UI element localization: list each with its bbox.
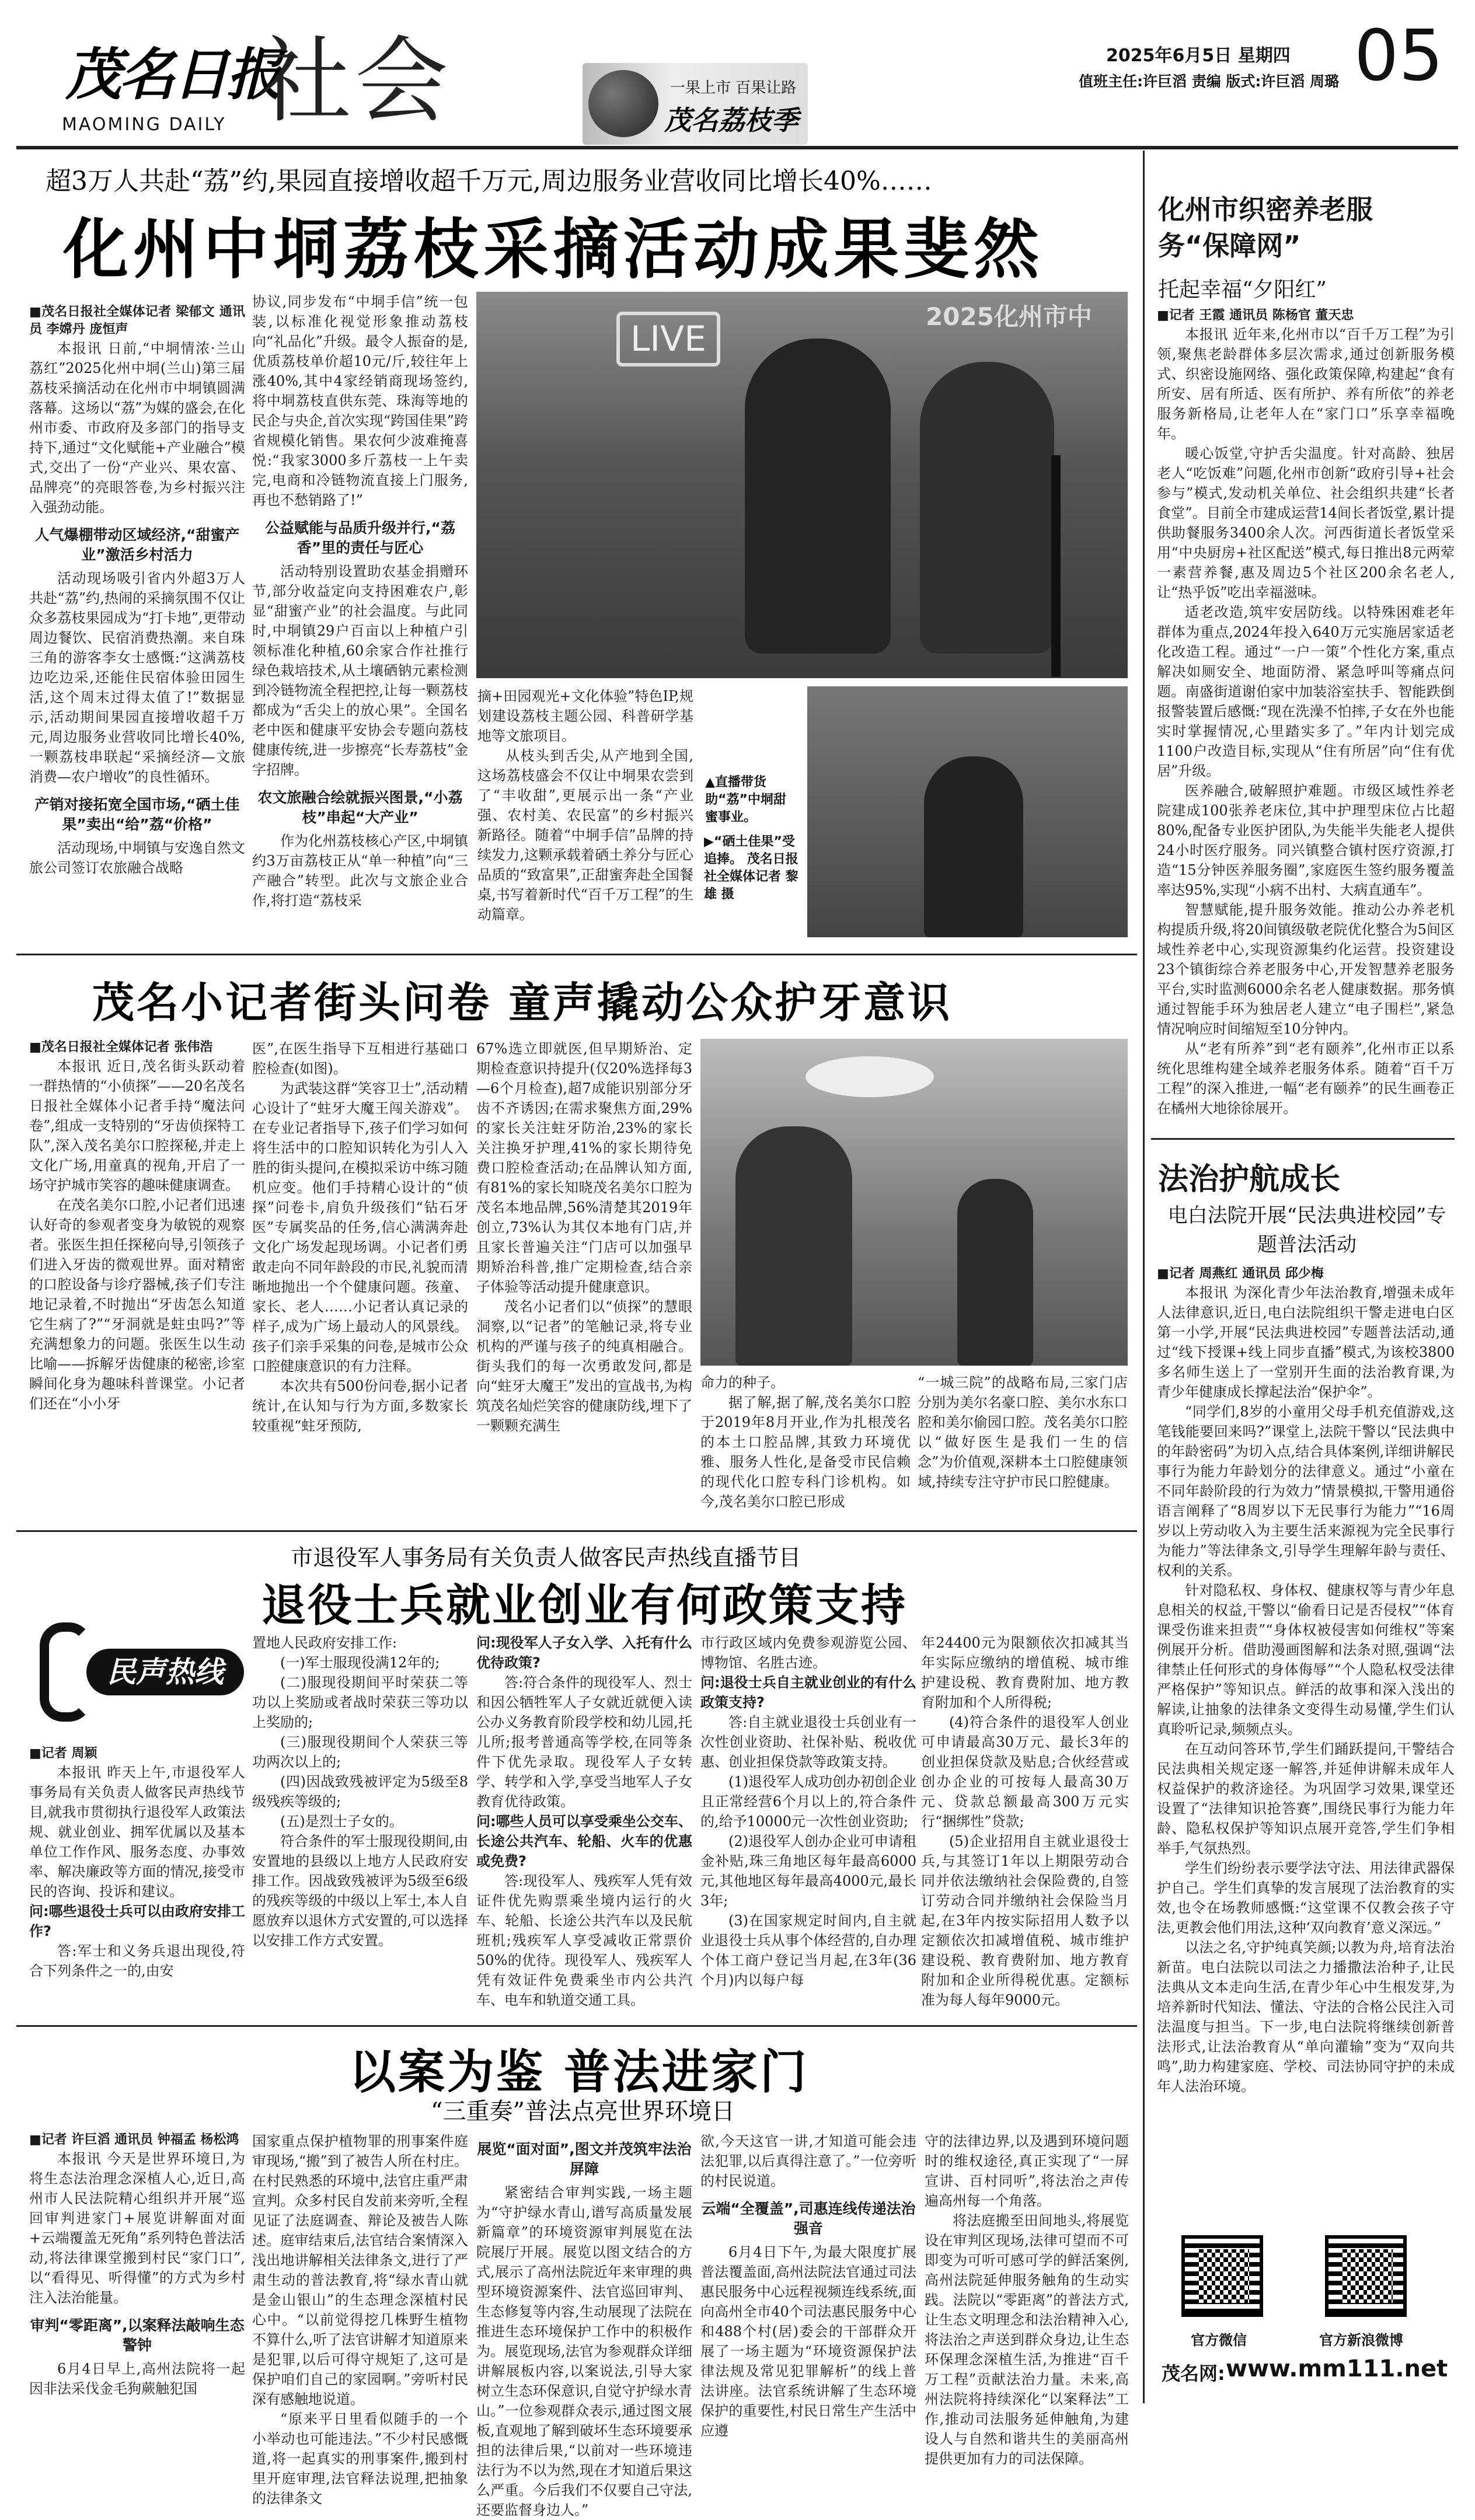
a4-title: 以案为鉴 普法进家门 xyxy=(349,2044,809,2099)
harvest-photo xyxy=(807,686,1128,937)
a2-title: 茂名小记者街头问卷 童声撬动公众护牙意识 xyxy=(92,978,953,1027)
a3-column-4: 市行政区域内免费参观游览公园、博物馆、名胜古迹。 问:退役士兵自主就业创业的有什么政策支持? 答:自主就业退役士兵创业有一次性创业资助、社保补贴、税收优惠、创业担保贷款等政策支持。 (1)退役军人成功创办初创企业且正常经营6个月以上的,符合条件的,给予10000元一次性创业资助; (2)退役军人创办企业可申请租金补贴,珠三角地区每年最高6000元,其他地区每年最高4000元,最长3年; (3)在国家规定时间内,自主就业退役士兵从事个体经营的,自办理个体工商户登记当月起,在3年(36个月)内以每户每 xyxy=(700,1635,916,1988)
divider-3 xyxy=(16,2025,1137,2027)
a2-column-1: ■茂名日报社全媒体记者 张伟浩 本报讯 近日,茂名街头跃动着一群热情的“小侦探”——20名茂名日报社全媒体小记者手持“魔法问卷”,组成一支特别的“牙齿侦探特工队”,深入茂名美尔口腔探秘,并走上文化广场,用童真的视角,开启了一场守护城市笑容的趣味健康调查。 在茂名美尔口腔,小记者们迅速认好奇的参观者变身为敏锐的观察者。张医生担任探秘向导,引领孩子们进入牙齿的微观世界。面对精密的口腔设备与诊疗器械,孩子们专注地记录着,不时抛出“牙齿怎么知道它生病了?”“牙洞就是蛀虫吗?”等充满想象力的问题。张医生以生动比喻——拆解牙齿健康的秘密,诊室瞬间化身为趣味科普课堂。小记者们还在“小小牙 xyxy=(29,1040,245,1412)
child-silhouette xyxy=(957,1179,1033,1366)
hotline-logo xyxy=(40,1617,250,1727)
divider-2 xyxy=(16,1530,1137,1532)
a3-column-3: 问:现役军人子女入学、入托有什么优待政策? 答:符合条件的现役军人、烈士和因公牺牲军人子女就近就便入读公办义务教育阶段学校和幼儿园,托儿所;报考普通高等学校,在同等条件下优先录取。现役军人子女转学、转学和入学,享受当地军人子女教育优待政策。 问:哪些人员可以享受乘坐公交车、长途公共汽车、轮船、火车的优惠或免费? 答:现役军人、残疾军人凭有效证件优先购票乘坐境内运行的火车、轮船、长途公共汽车以及民航班机;残疾军人享受减收正常票价50%的优待。现役军人、残疾军人凭有效证件免费乘坐市内公共汽车、电车和轨道交通工具。 xyxy=(476,1635,692,2008)
a1-column-1: ■茂名日报社全媒体记者 梁郁文 通讯员 李嫦丹 庞恒声 本报讯 日前,“中垌情浓·兰山荔红”2025化州中垌(兰山)第三届荔枝采摘活动在化州市中垌镇圆满落幕。这场以“荔”为媒的盛会,在化州市委、市政府及多部门的指导支持下,通过“文化赋能+产业融合”模式,交出了一份“产业兴、果农富、品牌亮”的亮眼答卷,为乡村振兴注入强劲动能。 人气爆棚带动区域经济,“甜蜜产业”激活乡村活力 活动现场吸引省内外超3万人共赴“荔”约,热闹的采摘氛围不仅让众多荔枝果园成为“打卡地”,更带动周边餐饮、民宿消费热潮。来自珠三角的游客李女士感慨:“这满荔枝边吃边采,还能住民宿体验田园生活,这个周末过得太值了!”数据显示,活动期间果园直接增收超千万元,周边服务业营收同比增长40%,一颗荔枝串联起“采摘经济—文旅消费—农户增收”的良性循环。 产销对接拓宽全国市场,“硒土佳果”卖出“给”荔“价格” 活动现场,中垌镇与安逸自然文旅公司签订农旅融合战略 xyxy=(29,305,245,876)
article-environment-law xyxy=(16,2029,1137,2518)
dental-clinic-photo xyxy=(700,1039,1128,1366)
site-label: 茂名网: xyxy=(1162,2362,1225,2385)
ceiling-light xyxy=(806,1056,934,1097)
wechat-label: 官方微信 xyxy=(1191,2332,1247,2348)
a3-column-1: ■记者 周颖 本报讯 昨天上午,市退役军人事务局有关负责人做客民声热线节目,就我市贯彻执行退役军人政策法规、就业创业、拥军优属以及基本单位工作作风、服务态度、办事效率、解决廉政等方面的情况,接受市民的咨询、投诉和建议。 问:哪些退役士兵可以由政府安排工作? 答:军士和义务兵退出现役,符合下列条件之一的,由安 xyxy=(29,1746,245,1979)
event-banner-text: 2025化州市中 xyxy=(926,302,1092,331)
a3-column-2: 置地人民政府安排工作: (一)军士服现役满12年的; (二)服现役期间平时荣获二等功以上奖励或者战时荣获三等功以上奖励的; (三)服现役期间个人荣获三等功两次以上的; (四)因战致残被评定为5级至8级残疾等级的; (五)是烈士子女的。 符合条件的军士服现役期间,由安置地的县级以上地方人民政府安排工作。因战致残被评为5级至6级的残疾等级的中级以上军士,本人自愿放弃以退休方式安置的,可以选择以安排工作方式安置。 xyxy=(252,1635,468,1949)
article-veterans xyxy=(16,1535,1137,2019)
a3-column-5: 年24400元为限额依次扣减其当年实际应缴纳的增值税、城市维护建设税、教育费附加、地方教育附加和个人所得税; (4)符合条件的退役军人创业可申请最高30万元、最长3年的创业担保贷款及贴息;合伙经营或创办企业的可按每人最高30万元、贷款总额最高300万元实行“捆绑性”贷款; (5)企业招用自主就业退役士兵,与其签订1年以上期限劳动合同并依法缴纳社会保险费的,自签订劳动合同并缴纳社会保险当月起,在3年内按实际招用人数予以定额依次扣减增值税、城市维护建设税、教育费附加、地方教育附加和企业所得税优惠。定额标准为每人每年9000元。 xyxy=(921,1635,1129,2008)
a1-column-2: 协议,同步发布“中垌手信”统一包装,以标准化视觉形象推动荔枝向“礼品化”升级。最令人振奋的是,优质荔枝单价超10元/斤,较往年上涨40%,其中4家经销商现场签约,将中垌荔枝直供东莞、珠海等地的民企与央企,首次实现“跨国佳果”跨省规模化销售。果农何少波难掩喜悦:“我家3000多斤荔枝一上午卖完,电商和冷链物流直接上门服务,再也不愁销路了!” 公益赋能与品质升级并行,“荔香”里的责任与匠心 活动特别设置助农基金捐赠环节,部分收益定向支持困难农户,彰显“甜蜜产业”的社会温度。与此同时,中垌镇29户百亩以上种植户引领标准化种植,60余家合作社推行绿色栽培技术,从土壤硒钠元素检测到冷链物流全程把控,让每一颗荔枝都成为“舌尖上的放心果”。全国名老中医和健康平安协会专题向荔枝健康传统,进一步擦亮“长寿荔枝”金字招牌。 农文旅融合绘就振兴图景,“小荔枝”串起“大产业” 作为化州荔枝核心产区,中垌镇约3万亩荔枝正从“单一种植”向“三产融合”转型。此次与文旅企业合作,将打造“荔枝采 xyxy=(252,294,468,909)
a2-column-2: 医”,在医生指导下互相进行基础口腔检查(如图)。 为武装这群“笑容卫士”,活动精心设计了“蛀牙大魔王闯关游戏”。在专业记者指导下,孩子们学习如何将生活中的口腔知识转化为引人入胜的街头提问,在模拟采访中练习随机应变。他们手持精心设计的“侦探”问卷卡,肩负升级孩们“钻石牙医”专属奖品的任务,信心满满奔赴文化广场发起现场调。小记者们勇敢走向不同年龄段的市民,礼貌而清晰地抛出一个个健康问题。孩童、家长、老人……小记者认真记录的样子,成为广场上最动人的风景线。孩子们亲手采集的问卷,是城市公众口腔健康意识的有力注释。 本次共有500份问卷,据小记者统计,在认知与行为方面,多数家长较重视“蛀牙预防, xyxy=(252,1041,468,1434)
banner-small: 一果上市 百果让路 xyxy=(670,79,797,97)
phone-icon xyxy=(40,1622,92,1722)
a2-column-5: “一城三院”的战略布局,三家门店分别为美尔名豪口腔、美尔水东口腔和美尔偷园口腔。茂名美尔口腔以“做好医生是我们一生的信念”为价值观,深耕本土口腔健康领域,持续专注守护市民口腔健康。 xyxy=(918,1374,1128,1490)
phone-tripod xyxy=(1051,455,1061,677)
a4-column-1: ■记者 许巨滔 通讯员 钟福孟 杨松鸿 本报讯 今天是世界环境日,为将生态法治理念深植人心,近日,高州市人民法院精心组织并开展“巡回审判进家门+展览讲解面对面+云端覆盖无死角”系列特色普法活动,将法律课堂搬到村民“家门口”,以“看得见、听得懂”的方式为乡村注入法治能量。 审判“零距离”,以案释法敲响生态警钟 6月4日早上,高州法院将一起因非法采伐金毛狗蕨触犯国 xyxy=(29,2132,245,2397)
livestream-photo xyxy=(476,292,1128,678)
a4-subtitle: “三重奏”普法点亮世界环境日 xyxy=(431,2098,735,2125)
sidebar-law xyxy=(1151,1143,1460,2316)
divider-1 xyxy=(16,954,1137,955)
host-right-silhouette xyxy=(920,362,1054,654)
masthead xyxy=(0,0,1475,146)
sidebar-eldercare xyxy=(1151,151,1460,1143)
a1-title: 化州中垌荔枝采摘活动成果斐然 xyxy=(63,211,1044,288)
article-lychee xyxy=(16,151,1137,938)
section-title: 社会 xyxy=(258,26,452,135)
side2-subtitle: 电白法院开展“民法典进校园”专题普法活动 xyxy=(1167,1204,1446,1256)
side1-title: 化州市织密养老服务“保障网” xyxy=(1158,194,1373,261)
banner-big: 茂名荔枝季 xyxy=(664,104,798,136)
a3-kicker: 市退役军人事务局有关负责人做客民声热线直播节目 xyxy=(291,1545,801,1570)
host-left-silhouette xyxy=(745,338,891,654)
site-url[interactable]: www.mm111.net xyxy=(1226,2355,1448,2382)
newspaper-logo: 茂名日报 xyxy=(65,42,280,107)
weibo-qr-code[interactable] xyxy=(1325,2235,1407,2317)
date-line: 2025年6月5日 星期四 xyxy=(1106,46,1291,66)
a4-column-3: 展览“面对面”,图文并茂筑牢法治屏障 紧密结合审判实践,一场主题为“守护绿水青山,谱写高质量发展新篇章”的环境资源审判展览在法院展厅开展。展览以图文结合的方式,展示了高州法院近年来审理的典型环境资源案件、法官巡回审判、生态修复等内容,生动展现了法院在推进生态环境保护工作中的积极作为。展览现场,法官为参观群众详细讲解展板内容,以案说法,引导大家树立生态环保意识,自觉守护绿水青山。”一位参观群众表示,通过图文展板,直观地了解到破坏生态环境要承担的法律后果,“以前对一些环境违法行为不以为然,现在才知道后果这么严重。今后我们不仅要自己守法,还要监督身边人。” xyxy=(476,2141,692,2518)
a4-column-5: 守的法律边界,以及遇到环境问题时的维权途径,真正实现了“一屏宣讲、百村同听”,将法治之声传遍高州每一个角落。 将法庭搬至田间地头,将展览设在审判区现场,法律可望而不可即变为可听可感可学的鲜活案例,高州法院延伸服务触角的生动实践。法院以“零距离”的普法方式,让生态文明理念和法治精神入心,将法治之声送到群众身边,让生态环保理念深植生活,为推进“百千万工程”贡献法治力量。未来,高州法院将持续深化“以案释法”工作,推动司法服务延伸触角,为建设人与自然和谐共生的美丽高州提供更加有力的司法保障。 xyxy=(925,2133,1129,2467)
article-kids-teeth xyxy=(16,957,1137,1510)
a3-title: 退役士兵就业创业有何政策支持 xyxy=(261,1579,907,1631)
footer-qr-area xyxy=(1162,2235,1453,2399)
photo2-caption: ▶“硒土佳果”受追捧。 茂名日报社全媒体记者 黎雄 摄 xyxy=(704,835,798,902)
sidebar-divider xyxy=(1143,151,1145,2403)
a1-kicker: 超3万人共赴“荔”约,果园直接增收超千万元,周边服务业营收同比增长40%…… xyxy=(46,166,932,196)
side1-body: ■记者 王霞 通讯员 陈杨官 董天忠 本报讯 近年来,化州市以“百千万工程”为引领,聚焦老龄群体多层次需求,通过创新服务模式、织密设施网络、强化政策保障,构建起“食有所安、居有所适、医有所护、养有所依”的养老服务新格局,让老年人在“家门口”乐享幸福晚年。 暖心饭堂,守护舌尖温度。针对高龄、独居老人“吃饭难”问题,化州市创新“政府引导+社会参与”模式,发动机关单位、社会组织共建“长者食堂”。目前全市建成运营14间长者饭堂,累计提供助餐服务3400余人次。河西街道长者饭堂采用“中央厨房+社区配送”模式,每日推出8元两荤一素营养餐,惠及周边5个社区200余名老人,让“热乎饭”吃出幸福滋味。 适老改造,筑牢安居防线。以特殊困难老年群体为重点,2024年投入640万元实施居家适老化改造工程。通过“一户一策”个性化方案,重点解决如厕安全、地面防滑、紧急呼叫等痛点问题。南盛街道谢伯家中加装浴室扶手、智能跌倒报警装置后感慨:“现在洗澡不怕摔,子女在外也能实时掌握情况,心里踏实多了。”年内计划完成1100户改造目标,实现从“住有所居”向“住有优居”升级。 医养融合,破解照护难题。市级区域性养老院建成100张养老床位,其中护理型床位占比超80%,配备专业医护团队,为失能半失能老人提供24小时医疗服务。同兴镇整合镇村医疗资源,打造“15分钟医养服务圈”,家庭医生签约服务覆盖率达95%,实现“小病不出村、大病直通车”。 智慧赋能,提升服务效能。推动公办养老机构提质升级,将20间镇级敬老院优化整合为5间区域性养老中心,实现资源集约化运营。投资建设23个镇街综合养老服务中心,开发智慧养老服务平台,实时监测6000余名老人健康数据。那务慎通过智能手环为独居老人建立“电子围栏”,紧急情况响应时间缩短至10分钟内。 从“老有所养”到“老有颐养”,化州市正以系统化思维构建全域养老服务体系。随着“百千万工程”的深入推进,一幅“老有颐养”的民生画卷正在橘州大地徐徐展开。 xyxy=(1157,308,1455,1116)
sidebar-rule xyxy=(1151,1138,1455,1140)
a2-column-3: 67%选立即就医,但早期矫治、定期检查意识持提升(仅20%选择每3—6个月检查),超7成能识别部分牙齿不齐诱因;在需求聚焦方面,29%的家长关注蛀牙防治,23%的家长关注换牙护理,41%的家长期待免费口腔检查活动;在品牌认知方面,有81%的家长知晓茂名美尔口腔为茂名本地品牌,56%清楚其2019年创立,73%认为其仅本地有门店,并且家长普遍关注“门店可以加强早期矫治科普,推广定期检查,结合亲子体验等活动提升健康意识。 茂名小记者们以“侦探”的慧眼洞察,以“记者”的笔触记录,将专业机构的严谨与孩子的纯真相融合。街头我们的每一次勇敢发问,都是向“蛀牙大魔王”发出的宣战书,为构筑茂名灿烂笑容的健康防线,埋下了一颗颗充满生 xyxy=(476,1041,692,1434)
editor-line: 值班主任:许巨滔 责编 版式:许巨滔 周璐 xyxy=(1079,73,1340,90)
a2-column-4: 命力的种子。 据了解,据了解,茂名美尔口腔于2019年8月开业,作为扎根茂名的本土口腔品牌,其致力环境优雅、服务人性化,是备受市民信赖的现代化口腔专科门诊机构。如今,茂名美尔口腔已形成 xyxy=(700,1374,911,1510)
photo1-caption: ▲直播带货助“荔”中垌甜蜜事业。 xyxy=(705,775,786,825)
dentist-silhouette xyxy=(735,1126,852,1366)
lychee-banner xyxy=(583,63,808,145)
a1-column-3: 摘+田园观光+文化体验”特色IP,规划建设荔枝主题公园、科普研学基地等文旅项目。 从枝头到舌尖,从产地到全国,这场荔枝盛会不仅让中垌果农尝到了“丰收甜”,更展示出一条“产业强、农村美、农民富”的乡村振兴新路径。随着“中垌手信”品牌的持续发力,这颗承载着硒土养分与匠心品质的“致富果”,正甜蜜奔赴全国餐桌,书写着新时代“百千万工程”的生动篇章。 xyxy=(477,688,693,923)
side1-subtitle: 托起幸福“夕阳红” xyxy=(1158,278,1327,302)
side2-body: ■记者 周燕红 通讯员 邱少梅 本报讯 为深化青少年法治教育,增强未成年人法律意识,近日,电白法院组织干警走进电白区第一小学,开展“民法典进校园”专题普法活动,通过“线下授课+线上同步直播”模式,为该校3800多名师生送上了一堂别开生面的法治教育课,为青少年健康成长撑起法治“保护伞”。 “同学们,8岁的小童用父母手机充值游戏,这笔钱能要回来吗?”课堂上,法院干警以“民法典中的年龄密码”为切入点,结合具体案例,详细讲解民事行为能力年龄划分的法律意义。通过“小童在不同年龄阶段的行为效力”情景模拟,干警用通俗语言阐释了“8周岁以下无民事行为能力”“16周岁以上劳动收入为主要生活来源视为完全民事行为能力”等法律条文,引导学生理解年龄与责任、权利的关系。 针对隐私权、身体权、健康权等与青少年息息相关的权益,干警以“偷看日记是否侵权”“体育课受伤谁来担责”“身体权被侵害如何维权”等案例展开分析。借助漫画图解和法条对照,强调“法律禁止任何形式的身体侮辱”“个人隐私权受法律严格保护”等知识点。鲜活的故事和深入浅出的解读,让抽象的法律条文变得生动易懂,学生们认真聆听记录,频频点头。 在互动问答环节,学生们踊跃提问,干警结合民法典相关规定逐一解答,并延伸讲解未成年人权益保护的救济途径。为巩固学习效果,课堂还设置了“法律知识抢答赛”,围绕民事行为能力年龄、隐私权保护等知识点展开竞答,学生们争相举手,气氛热烈。 学生们纷纷表示要学法守法、用法律武器保护自己。学生们真挚的发言展现了法治教育的实效,也令在场教师感慨:“这堂课不仅教会孩子守法,更教会他们用法,这种‘双向教育’意义深远。” 以法之名,守护纯真笑颜;以教为舟,培育法治新苗。电白法院以司法之力播撒法治种子,让民法典从文本走向生活,在青少年心中生根发芽,为培养新时代知法、懂法、守法的合格公民注入司法温度与担当。下一步,电白法院将继续创新普法形式,让法治教育从“单向灌输”变为“双向共鸣”,助力构建家庭、学校、司法协同守护的未成年人法治环境。 xyxy=(1157,1266,1455,2095)
person-silhouette xyxy=(924,756,1023,937)
page-number: 05 xyxy=(1354,16,1443,97)
live-sign: LIVE xyxy=(616,312,720,367)
newspaper-logo-en: MAOMING DAILY xyxy=(62,114,226,135)
wechat-qr-code[interactable] xyxy=(1181,2235,1263,2317)
weibo-label: 官方新浪微博 xyxy=(1319,2332,1403,2348)
lychee-icon xyxy=(588,70,658,137)
a4-column-4: 欲,今天这官一讲,才知道可能会违法犯罪,以后真得注意了。”一位旁听的村民说道。 云端“全覆盖”,司惠连线传递法治强音 6月4日下午,为最大限度扩展普法覆盖面,高州法院法官通过司法惠民服务中心远程视频连线系统,面向高州全市40个司法惠民服务中心和488个村(居)委会的干部群众开展了一场主题为“环境资源保护法律法规及常见犯罪解析”的线上普法讲座。法官系统讲解了生态环境保护的重要性,村民日常生产生活中应遵 xyxy=(700,2133,916,2439)
side2-title: 法治护航成长 xyxy=(1158,1162,1341,1197)
a4-column-2: 国家重点保护植物罪的刑事案件庭审现场,“搬”到了被告人所在村庄。在村民熟悉的环境中,法官庄重严肃宣判。众多村民自发前来旁听,全程见证了法庭调查、辩论及被告人陈述。庭审结束后,法官结合案情深入浅出地讲解相关法律条文,进行了严肃生动的普法教育,将“绿水青山就是金山银山”的生态理念深植村民心中。“以前觉得挖几株野生植物不算什么,听了法官讲解才知道原来是犯罪,以后可得守规矩了,这可是保护咱们自己的家园啊。”旁听村民深有感触地说道。 “原来平日里看似随手的一个小举动也可能违法。”不少村民感慨道,将一起真实的刑事案件,搬到村里开庭审理,法官释法说理,把抽象的法律条文 xyxy=(252,2133,468,2507)
masthead-rule xyxy=(16,146,1458,149)
hotline-logo-text: 民声热线 xyxy=(86,1649,244,1695)
